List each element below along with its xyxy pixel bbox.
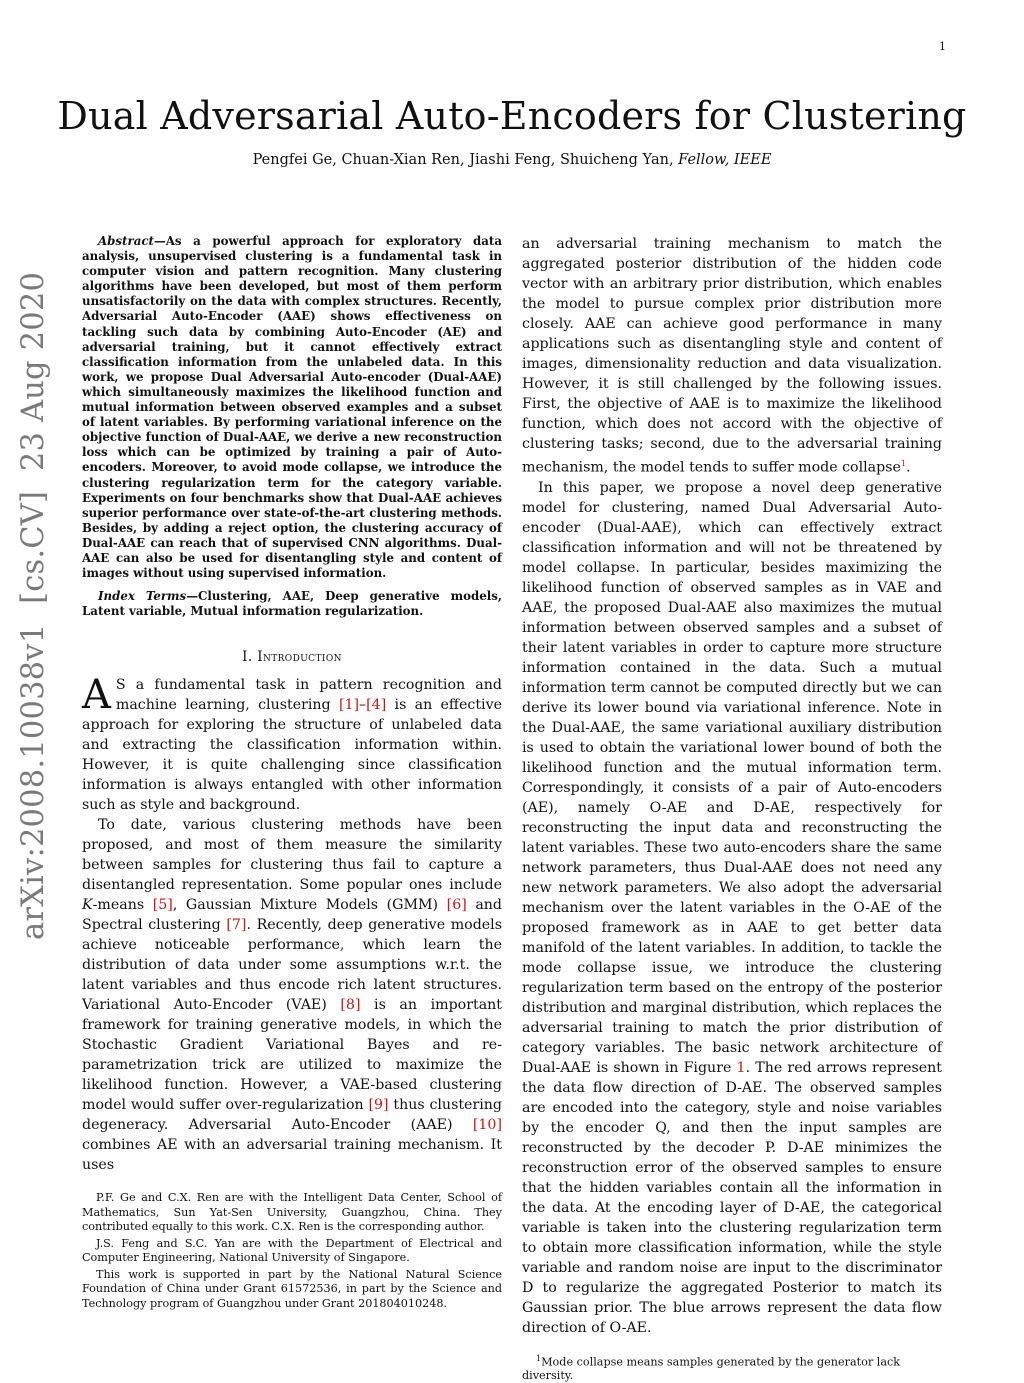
abstract — [82, 234, 502, 581]
author-affiliation-suffix: Fellow, IEEE — [678, 152, 772, 168]
footnote-funding: This work is supported in part by the National Natural Science Foundation of China under Grant 61572536, in part by the Science and Technology program of Guangzhou under Grant 201804010248. — [82, 1267, 502, 1310]
arxiv-identifier: arXiv:2008.10038v1 [cs.CV] 23 Aug 2020 — [16, 271, 51, 940]
figure-reference-link[interactable]: 1 — [736, 1059, 746, 1076]
author-names: Pengfei Ge, Chuan-Xian Ren, Jiashi Feng, Shuicheng Yan, — [252, 152, 674, 168]
affiliation-footnotes — [82, 1191, 502, 1311]
footnote-marker-link[interactable]: 1 — [900, 459, 906, 468]
drop-cap: A — [82, 672, 111, 719]
section-numeral: I. — [242, 649, 258, 666]
index-terms-text: Clustering, AAE, Deep generative models, Latent variable, Mutual information regularization. — [82, 589, 502, 619]
abstract-label: Abstract — [98, 234, 154, 248]
section-heading-introduction — [82, 649, 502, 665]
footnote-affiliation-2: J.S. Feng and S.C. Yan are with the Department of Electrical and Computer Engineering, National University of Singapore. — [82, 1236, 502, 1265]
footnote-text: Mode collapse means samples generated by the generator lack diversity. — [522, 1355, 901, 1383]
citation-link[interactable]: [9] — [368, 1097, 389, 1114]
paper-title: Dual Adversarial Auto-Encoders for Clustering — [57, 94, 967, 138]
index-terms — [82, 589, 502, 619]
author-list — [0, 152, 1024, 168]
intro-p2-text-e: . Recently, deep generative models achieve noticeable performance, which learn the distribution of data under some assumptions w.r.t. the latent variables and thus encode rich latent structures. Variational Auto-Encoder (VAE) — [82, 917, 502, 1014]
right-paragraph-1 — [522, 234, 942, 478]
intro-p1-text-a: S a fundamental task in pattern recognition and machine learning, clustering — [115, 677, 502, 714]
citation-link[interactable]: [1] — [338, 697, 360, 714]
citation-link[interactable]: [5] — [152, 897, 173, 914]
right-paragraph-2 — [522, 478, 942, 1338]
intro-p2-text-f: is an important framework for training generative models, in which the Stochastic Gradient Variational Bayes and re-parametrization trick are utilized to maximize the likelihood function. However, a VAE-based clustering model would suffer over-regularization — [82, 997, 502, 1114]
citation-link[interactable]: [7] — [226, 917, 247, 934]
citation-link[interactable]: [10] — [472, 1117, 502, 1134]
footnote-mode-collapse — [522, 1352, 942, 1383]
right-p2-text-a: In this paper, we propose a novel deep generative model for clustering, named Dual Adversarial Auto-encoder (Dual-AAE), which can effectively extract classification information and will not be threatened by model collapse. In particular, besides maximizing the likelihood function of observed samples as in VAE and AAE, the proposed Dual-AAE also maximizes the mutual information between observed samples and a subset of their latent variables in order to capture more structure information contained in the data. Such a mutual information term cannot be computed directly but we can derive its lower bound via variational inference. Note in the Dual-AAE, the same variational auxiliary distribution is used to obtain the variational lower bound of both the likelihood function and the mutual information term. Correspondingly, it consists of a pair of Auto-encoders (AE), namely O-AE and D-AE, respectively for reconstructing the input data and reconstructing the latent variables. These two auto-encoders share the same network parameters, thus Dual-AAE does not need any new network parameters. We also adopt the adversarial mechanism over the latent variables in the O-AE of the proposed framework as in AAE to get better data manifold of the latent variables. In addition, to tackle the mode collapse issue, we introduce the clustering regularization term based on the entropy of the posterior distribution and marginal distribution, which replaces the adversarial training to match the prior distribution of category variables. The basic network architecture of Dual-AAE is shown in Figure — [522, 479, 942, 1076]
section-title: Introduction — [257, 649, 342, 666]
citation-link[interactable]: [6] — [446, 897, 467, 914]
index-terms-label: Index Terms — [98, 589, 187, 604]
intro-p2-text-a: To date, various clustering methods have been proposed, and most of them measure the similarity between samples for clustering thus fail to capture a disentangled representation. Some popular ones include — [82, 817, 502, 894]
footnote-affiliation-1: P.F. Ge and C.X. Ren are with the Intelligent Data Center, School of Mathematics, Sun Yat-Sen University, Guangzhou, China. They contributed equally to this work. C.X. Ren is the corresponding author. — [82, 1191, 502, 1234]
intro-paragraph-2 — [82, 815, 502, 1175]
intro-p1-dash: – — [359, 697, 367, 714]
k-symbol: K — [82, 897, 93, 914]
intro-p2-text-b: -means — [92, 897, 153, 914]
index-terms-dash: — — [186, 589, 198, 604]
footnote-number: 1 — [536, 1353, 542, 1363]
right-p1-end: . — [906, 459, 911, 476]
intro-p1-text-b: is an effective approach for exploring the structure of unlabeled data and extracting the classification information within. However, it is quite challenging since classification information is always entangled with other information such as style and background. — [82, 697, 502, 814]
citation-link[interactable]: [4] — [366, 697, 387, 714]
left-column — [82, 234, 502, 1313]
right-p2-text-b: . The red arrows represent the data flow direction of D-AE. The observed samples are encoded into the category, style and noise variables by the encoder Q, and then the input samples are reconstructed by the decoder P. D-AE minimizes the reconstruction error of the observed samples to ensure that the hidden variables contain all the information in the data. At the encoding layer of D-AE, the categorical variable is taken into the clustering regularization term to obtain more classification information, while the style variable and random noise are input to the discriminator D to regularize the aggregated Posterior to match its Gaussian prior. The blue arrows represent the data flow direction of O-AE. — [522, 1059, 942, 1336]
right-p1-text: an adversarial training mechanism to match the aggregated posterior distribution of the hidden code vector with an arbitrary prior distribution, which enables the model to pursue complex prior distribution more closely. AAE can achieve good performance in many applications such as disentangling style and content of images, dimensionality reduction and data visualization. However, it is still challenged by the following issues. First, the objective of AAE is to maximize the likelihood function, which does not accord with the objective of clustering tasks; second, due to the adversarial training mechanism, the model tends to suffer mode collapse — [522, 236, 942, 476]
intro-p2-text-h: combines AE with an adversarial training mechanism. It uses — [82, 1137, 502, 1174]
intro-p2-text-g: thus clustering degeneracy. Adversarial Auto-Encoder (AAE) — [82, 1097, 502, 1134]
intro-p2-text-d: and Spectral clustering — [82, 897, 503, 934]
citation-link[interactable]: [8] — [340, 997, 361, 1014]
intro-p2-text-c: , Gaussian Mixture Models (GMM) — [172, 897, 447, 914]
abstract-dash: — — [153, 234, 166, 248]
right-column — [522, 234, 942, 1383]
abstract-text: As a powerful approach for exploratory data analysis, unsupervised clustering is a fundamental task in computer vision and pattern recognition. Many clustering algorithms have been developed, but most of them perform unsatisfactorily on the data with complex structures. Recently, Adversarial Auto-Encoder (AAE) shows effectiveness on tackling such data by combining Auto-Encoder (AE) and adversarial training, but it cannot effectively extract classification information from the unlabeled data. In this work, we propose Dual Adversarial Auto-encoder (Dual-AAE) which simultaneously maximizes the likelihood function and mutual information between observed examples and a subset of latent variables. By performing variational inference on the objective function of Dual-AAE, we derive a new reconstruction loss which can be optimized by training a pair of Auto-encoders. Moreover, to avoid mode collapse, we introduce the clustering regularization term for the category variable. Experiments on four benchmarks show that Dual-AAE achieves superior performance over state-of-the-art clustering methods. Besides, by adding a reject option, the clustering accuracy of Dual-AAE can reach that of supervised CNN algorithms. Dual-AAE can also be used for disentangling style and content of images without using supervised information. — [82, 234, 502, 581]
intro-paragraph-1 — [82, 672, 502, 815]
page-number: 1 — [939, 40, 946, 53]
